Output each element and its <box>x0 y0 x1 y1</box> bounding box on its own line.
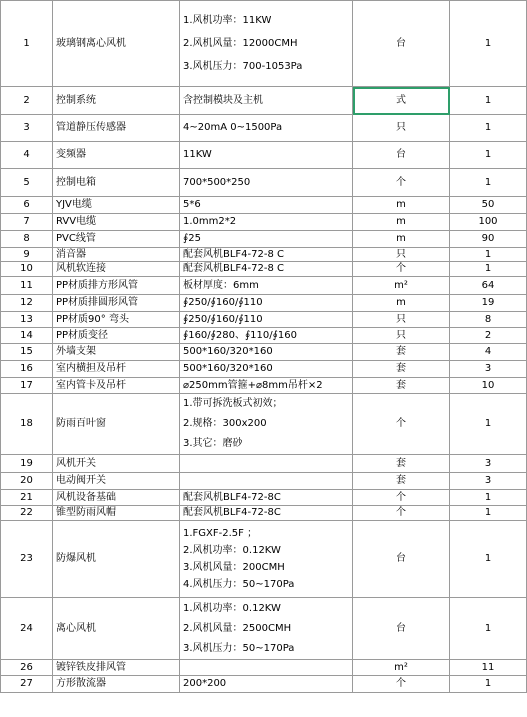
item-name-cell[interactable]: 室内横担及吊杆 <box>53 361 180 378</box>
spec-cell[interactable] <box>180 455 353 473</box>
quantity-cell[interactable]: 4 <box>450 344 527 361</box>
item-name-cell[interactable]: RVV电缆 <box>53 214 180 231</box>
unit-cell[interactable]: 套 <box>353 344 450 361</box>
spec-cell[interactable] <box>180 378 353 394</box>
table-row <box>1 506 527 521</box>
row-number-cell[interactable]: 21 <box>1 490 53 506</box>
item-name-cell[interactable]: PP材质变径 <box>53 328 180 344</box>
row-number-cell[interactable]: 23 <box>1 521 53 598</box>
spec-cell[interactable] <box>180 361 353 378</box>
item-name-cell[interactable]: 镀锌铁皮排风管 <box>53 660 180 676</box>
row-number-cell[interactable]: 17 <box>1 378 53 394</box>
row-number-cell[interactable]: 11 <box>1 277 53 295</box>
unit-cell[interactable]: 个 <box>353 506 450 521</box>
spec-line: 2.规格：300x200 <box>183 418 267 429</box>
table-row <box>1 1 527 87</box>
spec-cell[interactable] <box>180 262 353 277</box>
quantity-cell[interactable]: 1 <box>450 598 527 660</box>
spec-line: 1.FGXF-2.5F ； <box>183 528 258 539</box>
table-row <box>1 378 527 394</box>
table-row <box>1 473 527 490</box>
unit-cell[interactable]: 台 <box>353 598 450 660</box>
spec-line: 700*500*250 <box>183 176 251 188</box>
row-number-cell[interactable]: 5 <box>1 169 53 197</box>
row-number-cell[interactable]: 8 <box>1 231 53 248</box>
spec-cell[interactable] <box>180 312 353 328</box>
row-number-cell[interactable]: 7 <box>1 214 53 231</box>
row-number-cell[interactable]: 19 <box>1 455 53 473</box>
row-number-cell[interactable]: 2 <box>1 87 53 115</box>
unit-cell[interactable]: 套 <box>353 473 450 490</box>
item-name-cell[interactable]: 锥型防雨风帽 <box>53 506 180 521</box>
row-number-cell[interactable]: 16 <box>1 361 53 378</box>
item-name-cell[interactable]: 离心风机 <box>53 598 180 660</box>
table-row <box>1 455 527 473</box>
spec-line: 500*160/320*160 <box>183 363 273 374</box>
table-row <box>1 142 527 169</box>
unit-cell[interactable]: 个 <box>353 676 450 693</box>
spec-cell[interactable] <box>180 248 353 262</box>
spec-line: 200*200 <box>183 678 227 689</box>
spec-line: ∮160/∮280、∮110/∮160 <box>183 329 297 341</box>
quantity-cell[interactable]: 90 <box>450 231 527 248</box>
spec-cell[interactable] <box>180 295 353 312</box>
item-name-cell[interactable]: PP材质90° 弯头 <box>53 312 180 328</box>
spec-cell[interactable] <box>180 115 353 142</box>
table-row <box>1 295 527 312</box>
item-name-cell[interactable]: 防爆风机 <box>53 521 180 598</box>
spec-line: 配套风机BLF4-72-8 C <box>183 248 285 260</box>
item-name-cell[interactable]: PVC线管 <box>53 231 180 248</box>
table-row <box>1 312 527 328</box>
spec-cell[interactable] <box>180 87 353 115</box>
spec-line: 3.风机压力：50~170Pa <box>183 642 295 654</box>
item-name-cell[interactable]: PP材质排方形风管 <box>53 277 180 295</box>
table-row <box>1 197 527 214</box>
item-name-cell[interactable]: 室内管卡及吊杆 <box>53 378 180 394</box>
spec-cell[interactable] <box>180 344 353 361</box>
spec-line: 3.风机压力：700-1053Pa <box>183 61 303 72</box>
row-number-cell[interactable]: 15 <box>1 344 53 361</box>
item-name-cell[interactable]: 风机开关 <box>53 455 180 473</box>
spec-line: 含控制模块及主机 <box>183 94 263 106</box>
spec-line: 500*160/320*160 <box>183 346 273 357</box>
spec-cell[interactable] <box>180 473 353 490</box>
spec-line: 3.其它：磨砂 <box>183 438 243 449</box>
item-name-cell[interactable]: 风机软连接 <box>53 262 180 277</box>
unit-cell[interactable]: 个 <box>353 394 450 455</box>
quantity-cell[interactable]: 1 <box>450 1 527 87</box>
table-row <box>1 361 527 378</box>
spec-line: ∮250/∮160/∮110 <box>183 313 263 325</box>
spec-cell[interactable] <box>180 1 353 87</box>
item-name-cell[interactable]: 消音器 <box>53 248 180 262</box>
quantity-cell[interactable]: 1 <box>450 676 527 693</box>
table-row <box>1 248 527 262</box>
quantity-cell[interactable]: 1 <box>450 142 527 169</box>
table-body <box>1 1 527 693</box>
table-row <box>1 344 527 361</box>
table-row <box>1 169 527 197</box>
spec-line: 板材厚度：6mm <box>183 279 259 291</box>
unit-cell[interactable]: 个 <box>353 490 450 506</box>
quantity-cell[interactable]: 1 <box>450 506 527 521</box>
quantity-cell[interactable]: 1 <box>450 262 527 277</box>
spec-cell[interactable] <box>180 169 353 197</box>
item-name-cell[interactable]: 控制系统 <box>53 87 180 115</box>
row-number-cell[interactable]: 24 <box>1 598 53 660</box>
quantity-cell[interactable]: 3 <box>450 473 527 490</box>
row-number-cell[interactable]: 9 <box>1 248 53 262</box>
quantity-cell[interactable]: 1 <box>450 87 527 115</box>
table-row <box>1 231 527 248</box>
unit-cell[interactable]: 套 <box>353 378 450 394</box>
spec-line: 配套风机BLF4-72-8C <box>183 507 281 518</box>
spec-line: 2.风机风量：12000CMH <box>183 38 298 49</box>
table-row <box>1 277 527 295</box>
item-name-cell[interactable]: 风机设备基础 <box>53 490 180 506</box>
unit-cell[interactable]: m <box>353 197 450 214</box>
spec-cell[interactable] <box>180 598 353 660</box>
spec-line: 1.带可拆洗板式初效； <box>183 398 283 409</box>
spec-line: 5*6 <box>183 199 201 210</box>
spec-line: 2.风机风量：2500CMH <box>183 622 292 634</box>
item-name-cell[interactable]: 方形散流器 <box>53 676 180 693</box>
quantity-cell[interactable]: 19 <box>450 295 527 312</box>
row-number-cell[interactable]: 18 <box>1 394 53 455</box>
item-name-cell[interactable]: 电动阀开关 <box>53 473 180 490</box>
unit-cell[interactable]: 式 <box>353 87 450 115</box>
quantity-cell[interactable]: 3 <box>450 361 527 378</box>
spec-cell[interactable] <box>180 277 353 295</box>
quantity-cell[interactable]: 1 <box>450 490 527 506</box>
table-row <box>1 115 527 142</box>
table-row <box>1 262 527 277</box>
table-row <box>1 87 527 115</box>
spec-line: 1.风机功率：11KW <box>183 15 272 26</box>
row-number-cell[interactable]: 3 <box>1 115 53 142</box>
table-row <box>1 214 527 231</box>
table-row <box>1 521 527 598</box>
spec-cell[interactable] <box>180 660 353 676</box>
unit-cell[interactable]: 套 <box>353 455 450 473</box>
spec-line: 配套风机BLF4-72-8 C <box>183 263 285 274</box>
unit-cell[interactable]: 个 <box>353 262 450 277</box>
quantity-cell[interactable]: 3 <box>450 455 527 473</box>
quantity-cell[interactable]: 1 <box>450 169 527 197</box>
quantity-cell[interactable]: 11 <box>450 660 527 676</box>
spec-line: 4~20mA 0~1500Pa <box>183 122 283 133</box>
spec-cell[interactable] <box>180 231 353 248</box>
unit-cell[interactable]: 只 <box>353 328 450 344</box>
item-name-cell[interactable]: YJV电缆 <box>53 197 180 214</box>
unit-cell[interactable]: 只 <box>353 115 450 142</box>
row-number-cell[interactable]: 20 <box>1 473 53 490</box>
item-name-cell[interactable]: PP材质排圆形风管 <box>53 295 180 312</box>
quantity-cell[interactable]: 50 <box>450 197 527 214</box>
unit-cell[interactable]: m² <box>353 277 450 295</box>
quantity-cell[interactable]: 1 <box>450 115 527 142</box>
spec-cell[interactable] <box>180 142 353 169</box>
spec-line: ∮25 <box>183 233 201 244</box>
quantity-cell[interactable]: 64 <box>450 277 527 295</box>
spec-cell[interactable] <box>180 676 353 693</box>
item-name-cell[interactable]: 外墙支架 <box>53 344 180 361</box>
unit-cell[interactable]: 台 <box>353 521 450 598</box>
table-row <box>1 490 527 506</box>
row-number-cell[interactable]: 27 <box>1 676 53 693</box>
spec-line: 2.风机功率：0.12KW <box>183 545 281 556</box>
spec-cell[interactable] <box>180 506 353 521</box>
spec-cell[interactable] <box>180 521 353 598</box>
row-number-cell[interactable]: 26 <box>1 660 53 676</box>
quantity-cell[interactable]: 1 <box>450 248 527 262</box>
unit-cell[interactable]: m <box>353 231 450 248</box>
spec-line: 3.风机风量：200CMH <box>183 562 285 573</box>
quantity-cell[interactable]: 1 <box>450 521 527 598</box>
unit-cell[interactable]: m <box>353 214 450 231</box>
item-name-cell[interactable]: 管道静压传感器 <box>53 115 180 142</box>
unit-cell[interactable]: 台 <box>353 1 450 87</box>
table-row <box>1 394 527 455</box>
row-number-cell[interactable]: 13 <box>1 312 53 328</box>
row-number-cell[interactable]: 4 <box>1 142 53 169</box>
row-number-cell[interactable]: 22 <box>1 506 53 521</box>
spec-cell[interactable] <box>180 490 353 506</box>
row-number-cell[interactable]: 10 <box>1 262 53 277</box>
spec-line: ∮250/∮160/∮110 <box>183 297 263 308</box>
row-number-cell[interactable]: 1 <box>1 1 53 87</box>
row-number-cell[interactable]: 6 <box>1 197 53 214</box>
table-row <box>1 598 527 660</box>
spec-line: 1.风机功率：0.12KW <box>183 602 281 614</box>
spec-line: 11KW <box>183 149 212 160</box>
table-row <box>1 676 527 693</box>
quantity-cell[interactable]: 10 <box>450 378 527 394</box>
item-name-cell[interactable]: 控制电箱 <box>53 169 180 197</box>
spec-line: ⌀250mm管箍+⌀8mm吊杆×2 <box>183 379 323 391</box>
spec-line: 1.0mm2*2 <box>183 216 237 227</box>
spec-cell[interactable] <box>180 328 353 344</box>
quantity-cell[interactable]: 100 <box>450 214 527 231</box>
item-name-cell[interactable]: 防雨百叶窗 <box>53 394 180 455</box>
unit-cell[interactable]: 只 <box>353 312 450 328</box>
item-name-cell[interactable]: 变频器 <box>53 142 180 169</box>
unit-cell[interactable]: 套 <box>353 361 450 378</box>
quantity-cell[interactable]: 1 <box>450 394 527 455</box>
spec-cell[interactable] <box>180 394 353 455</box>
row-number-cell[interactable]: 12 <box>1 295 53 312</box>
spec-line: 配套风机BLF4-72-8C <box>183 491 281 503</box>
spec-cell[interactable] <box>180 214 353 231</box>
unit-cell[interactable]: 只 <box>353 248 450 262</box>
table-row <box>1 328 527 344</box>
spec-line: 4.风机压力：50~170Pa <box>183 579 295 590</box>
unit-cell[interactable]: 个 <box>353 169 450 197</box>
unit-cell[interactable]: m <box>353 295 450 312</box>
unit-cell[interactable]: 台 <box>353 142 450 169</box>
unit-cell[interactable]: m² <box>353 660 450 676</box>
item-name-cell[interactable]: 玻璃钢离心风机 <box>53 1 180 87</box>
row-number-cell[interactable]: 14 <box>1 328 53 344</box>
quantity-cell[interactable]: 2 <box>450 328 527 344</box>
spec-cell[interactable] <box>180 197 353 214</box>
table-row <box>1 660 527 676</box>
quantity-cell[interactable]: 8 <box>450 312 527 328</box>
